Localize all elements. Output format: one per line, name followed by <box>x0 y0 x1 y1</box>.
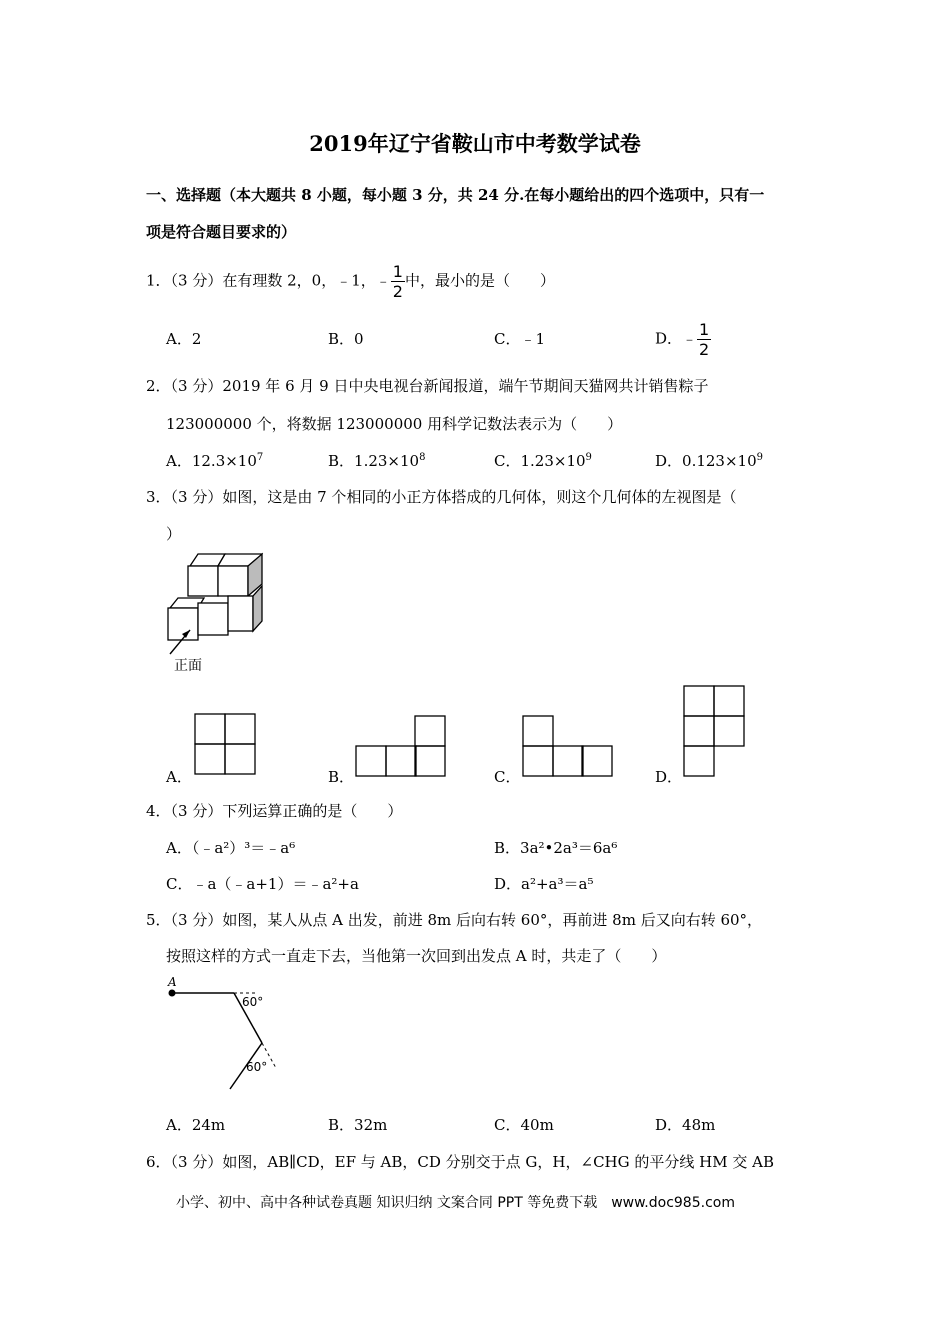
question-5-line2: 按照这样的方式一直走下去，当他第一次回到出发点 A 时，共走了（ ） <box>166 947 667 965</box>
question-2-line1: 2．（3 分）2019 年 6 月 9 日中央电视台新闻报道，端午节期间天猫网共计销售粽子 <box>146 377 709 395</box>
question-1-tail: 中，最小的是（ ） <box>404 271 555 290</box>
page-title: 2019年辽宁省鞍山市中考数学试卷 <box>309 131 641 156</box>
q2-option-b-exponent: 8 <box>419 452 426 463</box>
fraction-numerator: 1 <box>699 320 710 339</box>
q2-option-c <box>494 450 592 471</box>
angle-label-2: 60° <box>246 1060 268 1074</box>
question-1-stem: 1．（3 分）在有理数 2，0，﹣1，﹣ <box>146 271 391 290</box>
q3-option-b-figure <box>355 715 447 777</box>
q2-option-d-exponent: 9 <box>756 452 763 463</box>
fraction-numerator: 1 <box>392 262 403 281</box>
q3-option-d: D． <box>655 768 683 786</box>
cube-solid-figure <box>160 548 270 678</box>
q2-option-d <box>655 450 763 471</box>
fraction-half <box>391 262 405 301</box>
q1-option-a: A．2 <box>166 330 202 348</box>
fraction-denominator: 2 <box>699 340 710 359</box>
question-6-line1: 6．（3 分）如图，AB∥CD，EF 与 AB，CD 分别交于点 G，H，∠CHG 的平分线 HM 交 AB <box>146 1153 774 1171</box>
question-5-line1: 5．（3 分）如图，某人从点 A 出发，前进 8m 后向右转 60°，再前进 8m 后又向右转 60°， <box>146 911 763 929</box>
q3-option-a-figure <box>194 713 256 775</box>
q5-option-b: B．32m <box>328 1116 388 1134</box>
question-4-line1: 4．（3 分）下列运算正确的是（ ） <box>146 802 403 820</box>
section-heading-line1: 一、选择题（本大题共 8 小题，每小题 3 分，共 24 分.在每小题给出的四个选项中，只有一 <box>146 186 765 204</box>
q2-option-d-base: D．0.123×10 <box>655 452 757 470</box>
q1-option-d-label: D．﹣ <box>655 329 698 348</box>
q3-option-c: C． <box>494 768 521 786</box>
q4-option-d: D．a²+a³＝a⁵ <box>494 875 594 893</box>
q2-option-a <box>166 450 263 471</box>
q5-option-d: D．48m <box>655 1116 716 1134</box>
q2-option-a-base: A．12.3×10 <box>166 452 257 470</box>
section-heading-line2: 项是符合题目要求的） <box>146 223 297 241</box>
q2-option-c-exponent: 9 <box>585 452 592 463</box>
q1-option-c: C．﹣1 <box>494 330 546 348</box>
question-2-line2: 123000000 个，将数据 123000000 用科学记数法表示为（ ） <box>166 415 623 433</box>
fraction-denominator: 2 <box>392 282 403 301</box>
q2-option-c-base: C．1.23×10 <box>494 452 586 470</box>
q4-option-b: B．3a²•2a³＝6a⁶ <box>494 839 618 857</box>
q1-option-b: B．0 <box>328 330 364 348</box>
angle-label-1: 60° <box>242 995 264 1009</box>
q3-option-b: B． <box>328 768 355 786</box>
q1-option-d <box>655 320 711 359</box>
front-label: 正面 <box>174 658 202 674</box>
q2-option-a-exponent: 7 <box>256 452 264 463</box>
point-a-label: A <box>168 975 177 989</box>
q5-option-c: C．40m <box>494 1116 554 1134</box>
q3-option-a: A． <box>166 768 192 786</box>
q2-option-b-base: B．1.23×10 <box>328 452 420 470</box>
walking-path-figure <box>166 975 296 1095</box>
q3-option-d-figure <box>683 685 745 777</box>
q5-option-a: A．24m <box>166 1116 226 1134</box>
q3-option-c-figure <box>522 715 614 777</box>
q2-option-b <box>328 450 425 471</box>
question-3-line1: 3．（3 分）如图，这是由 7 个相同的小正方体搭成的几何体，则这个几何体的左视图是（ <box>146 488 737 506</box>
fraction-half <box>697 320 711 359</box>
q4-option-c: C．﹣a（﹣a+1）＝﹣a²+a <box>166 875 359 893</box>
q4-option-a: A．（﹣a²）³＝﹣a⁶ <box>166 839 296 857</box>
question-3-line2: ） <box>166 525 182 543</box>
question-1 <box>146 262 555 301</box>
page-footer: 小学、初中、高中各种试卷真题 知识归纳 文案合同 PPT 等免费下载 www.doc985.com <box>176 1195 735 1211</box>
